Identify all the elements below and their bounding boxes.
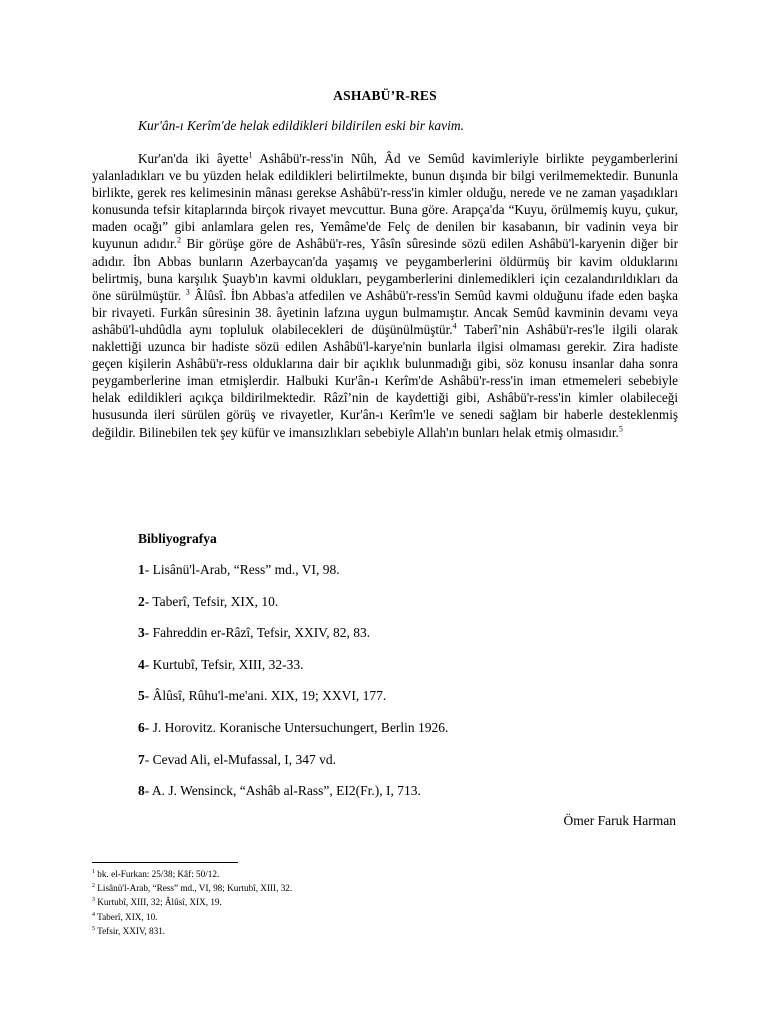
- footnote-ref: 4: [452, 321, 457, 331]
- footnote-text: Tefsir, XXIV, 831.: [95, 925, 166, 936]
- bibliography-item-number: 8: [138, 783, 145, 799]
- footnotes-list: [92, 867, 292, 938]
- bibliography-list: [138, 562, 448, 815]
- bibliography-item-text: - Fahreddin er-Râzî, Tefsir, XXIV, 82, 83.: [144, 625, 371, 641]
- bibliography-item: [138, 594, 448, 626]
- bibliography-item: [138, 752, 448, 784]
- bibliography-item: [138, 720, 448, 752]
- bibliography-item-text: - Cevad Ali, el-Mufassal, I, 347 vd.: [144, 751, 336, 767]
- article-title: ASHABÜ’R-RES: [333, 88, 437, 103]
- bibliography-item: [138, 625, 448, 657]
- bibliography-item-number: 2: [138, 593, 145, 609]
- footnote-number: 2: [92, 883, 95, 890]
- footnote-ref: 2: [176, 236, 181, 246]
- body-text-segment: Bir görüşe göre de Ashâbü'r-res, Yâsîn sûresinde sözü edilen Ashâbü'l-karyenin diğer bir adıdır. İbn Abbas bunların Azerbaycan'da yaşamış ve peygamberlerini öldürmüş bir kavim olduklarını belirtmiş, buna karşılık Şuayb'ın kavmi oldukları, peygamberlerini dinlemedikleri için cezalandırıldıkları da öne sürülmüştür.: [92, 236, 678, 303]
- bibliography-item: [138, 657, 448, 689]
- footnote-number: 1: [92, 868, 95, 875]
- footnote-text: bk. el-Furkan: 25/38; Kâf: 50/12.: [95, 869, 220, 879]
- footnote: [92, 895, 292, 909]
- author-name: Ömer Faruk Harman: [563, 813, 676, 828]
- bibliography-item-number: 7: [138, 751, 145, 767]
- body-text-segment: Taberî’nin Ashâbü'r-res'le ilgili olarak naklettiği uzunca bir hadiste sözü edilen Ashâbü'l-karye'nin bunlarla ilgisi olmaması gerekir. Zira hadiste geçen kişilerin Ashâbü'r-ress olduklarına dair bir açıklık bulunmadığı gibi, söz konusu insanlar daha sonra peygamberlerine iman etmişlerdir. Halbuki Kur'ân-ı Kerîm'de Ashâbü'r-ress'in iman etmemeleri sebebiyle helak edildikleri açıkça bildirilmektedir. Râzî’nin de kaydettiği gibi, Ashâbü'r-ress'in kimler olabileceği hususunda ileri sürülen görüş ve rivayetler, Kur'ân-ı Kerîm'le ve senedi sağlam bir haberle desteklenmiş değildir. Bilinebilen tek şey küfür ve imansızlıkları sebebiyle Allah'ın bunları helak etmiş olmasıdır.: [92, 321, 678, 440]
- footnote-ref: 3: [185, 287, 190, 297]
- bibliography-item-number: 5: [138, 688, 145, 704]
- body-text-segment: Âlûsî. İbn Abbas'a atfedilen ve Ashâbü'r-ress'in Semûd kavmi olduğunu ifade eden başka bir rivayeti. Furkân sûresinin 38. âyetinin lafzına uygun bulmamıştır. Ancak Semûd kavminin devamı veya ashâbü'l-uhdûdla aynı topluluk olabilecekleri de düşünülmüştür.: [92, 287, 678, 337]
- footnote: [92, 867, 292, 881]
- footnote-text: Kurtubî, XIII, 32; Âlûsî, XIX, 19.: [95, 897, 222, 908]
- footnote-number: 4: [92, 911, 95, 918]
- bibliography-item-text: - J. Horovitz. Koranische Untersuchungert, Berlin 1926.: [144, 719, 449, 735]
- article-body: [92, 150, 678, 441]
- document-page: [92, 0, 678, 1024]
- bibliography-item-number: 3: [138, 625, 145, 641]
- bibliography-item-text: - Âlûsî, Rûhu'l-me'ani. XIX, 19; XXVI, 177.: [144, 688, 387, 704]
- footnote: [92, 881, 292, 895]
- footnote: [92, 910, 292, 924]
- body-text-segment: Kur'an'da iki âyette: [138, 151, 249, 166]
- footnote-divider: [92, 862, 238, 863]
- bibliography-item-number: 1: [138, 562, 145, 577]
- bibliography-item-text: - Taberî, Tefsir, XIX, 10.: [144, 593, 279, 609]
- bibliography-item: [138, 688, 448, 720]
- bibliography-item-number: 6: [138, 719, 145, 735]
- footnote-number: 3: [92, 897, 95, 904]
- footnote-number: 5: [92, 925, 95, 932]
- bibliography-heading: Bibliyografya: [138, 531, 217, 546]
- bibliography-item-number: 4: [138, 656, 145, 672]
- footnote-text: Lisânü'l-Arab, “Ress” md., VI, 98; Kurtubî, XIII, 32.: [95, 883, 293, 894]
- bibliography-item-text: - Kurtubî, Tefsir, XIII, 32-33.: [144, 656, 304, 672]
- footnote-ref: 5: [618, 424, 623, 434]
- body-text-segment: Ashâbü'r-ress'in Nûh, Âd ve Semûd kavimleriyle birlikte peygamberlerini yalanladıkları ve bu yüzden helak edildikleri belirtilmekte, bunun dışında bir bilgi verilmemektedir. Bununla birlikte, gerek res kelimesinin mânası gerekse Ashâbü'r-ress'in kimler olduğu, nerede ve ne zaman yaşadıkları konusunda tefsir kitaplarında birçok rivayet mevcuttur. Buna göre. Arapça'da “Kuyu, örülmemiş kuyu, çukur, maden ocağı” gibi anlamlara gelen res, Yemâme'de Felç de denilen bir kasabanın, bir vadinin veya bir kuyunun adıdır.: [92, 151, 679, 252]
- footnote-ref: 1: [248, 150, 253, 160]
- footnote: [92, 924, 292, 938]
- bibliography-item: [138, 562, 448, 594]
- article-subtitle: Kur'ân-ı Kerîm'de helak edildikleri bildirilen eski bir kavim.: [138, 118, 464, 133]
- bibliography-item-text: - A. J. Wensinck, “Ashâb al-Rass”, EI2(Fr.), I, 713.: [144, 783, 421, 799]
- footnote-text: Taberî, XIX, 10.: [95, 911, 158, 922]
- bibliography-item-text: - Lisânü'l-Arab, “Ress” md., VI, 98.: [144, 562, 340, 577]
- bibliography-item: [138, 783, 448, 815]
